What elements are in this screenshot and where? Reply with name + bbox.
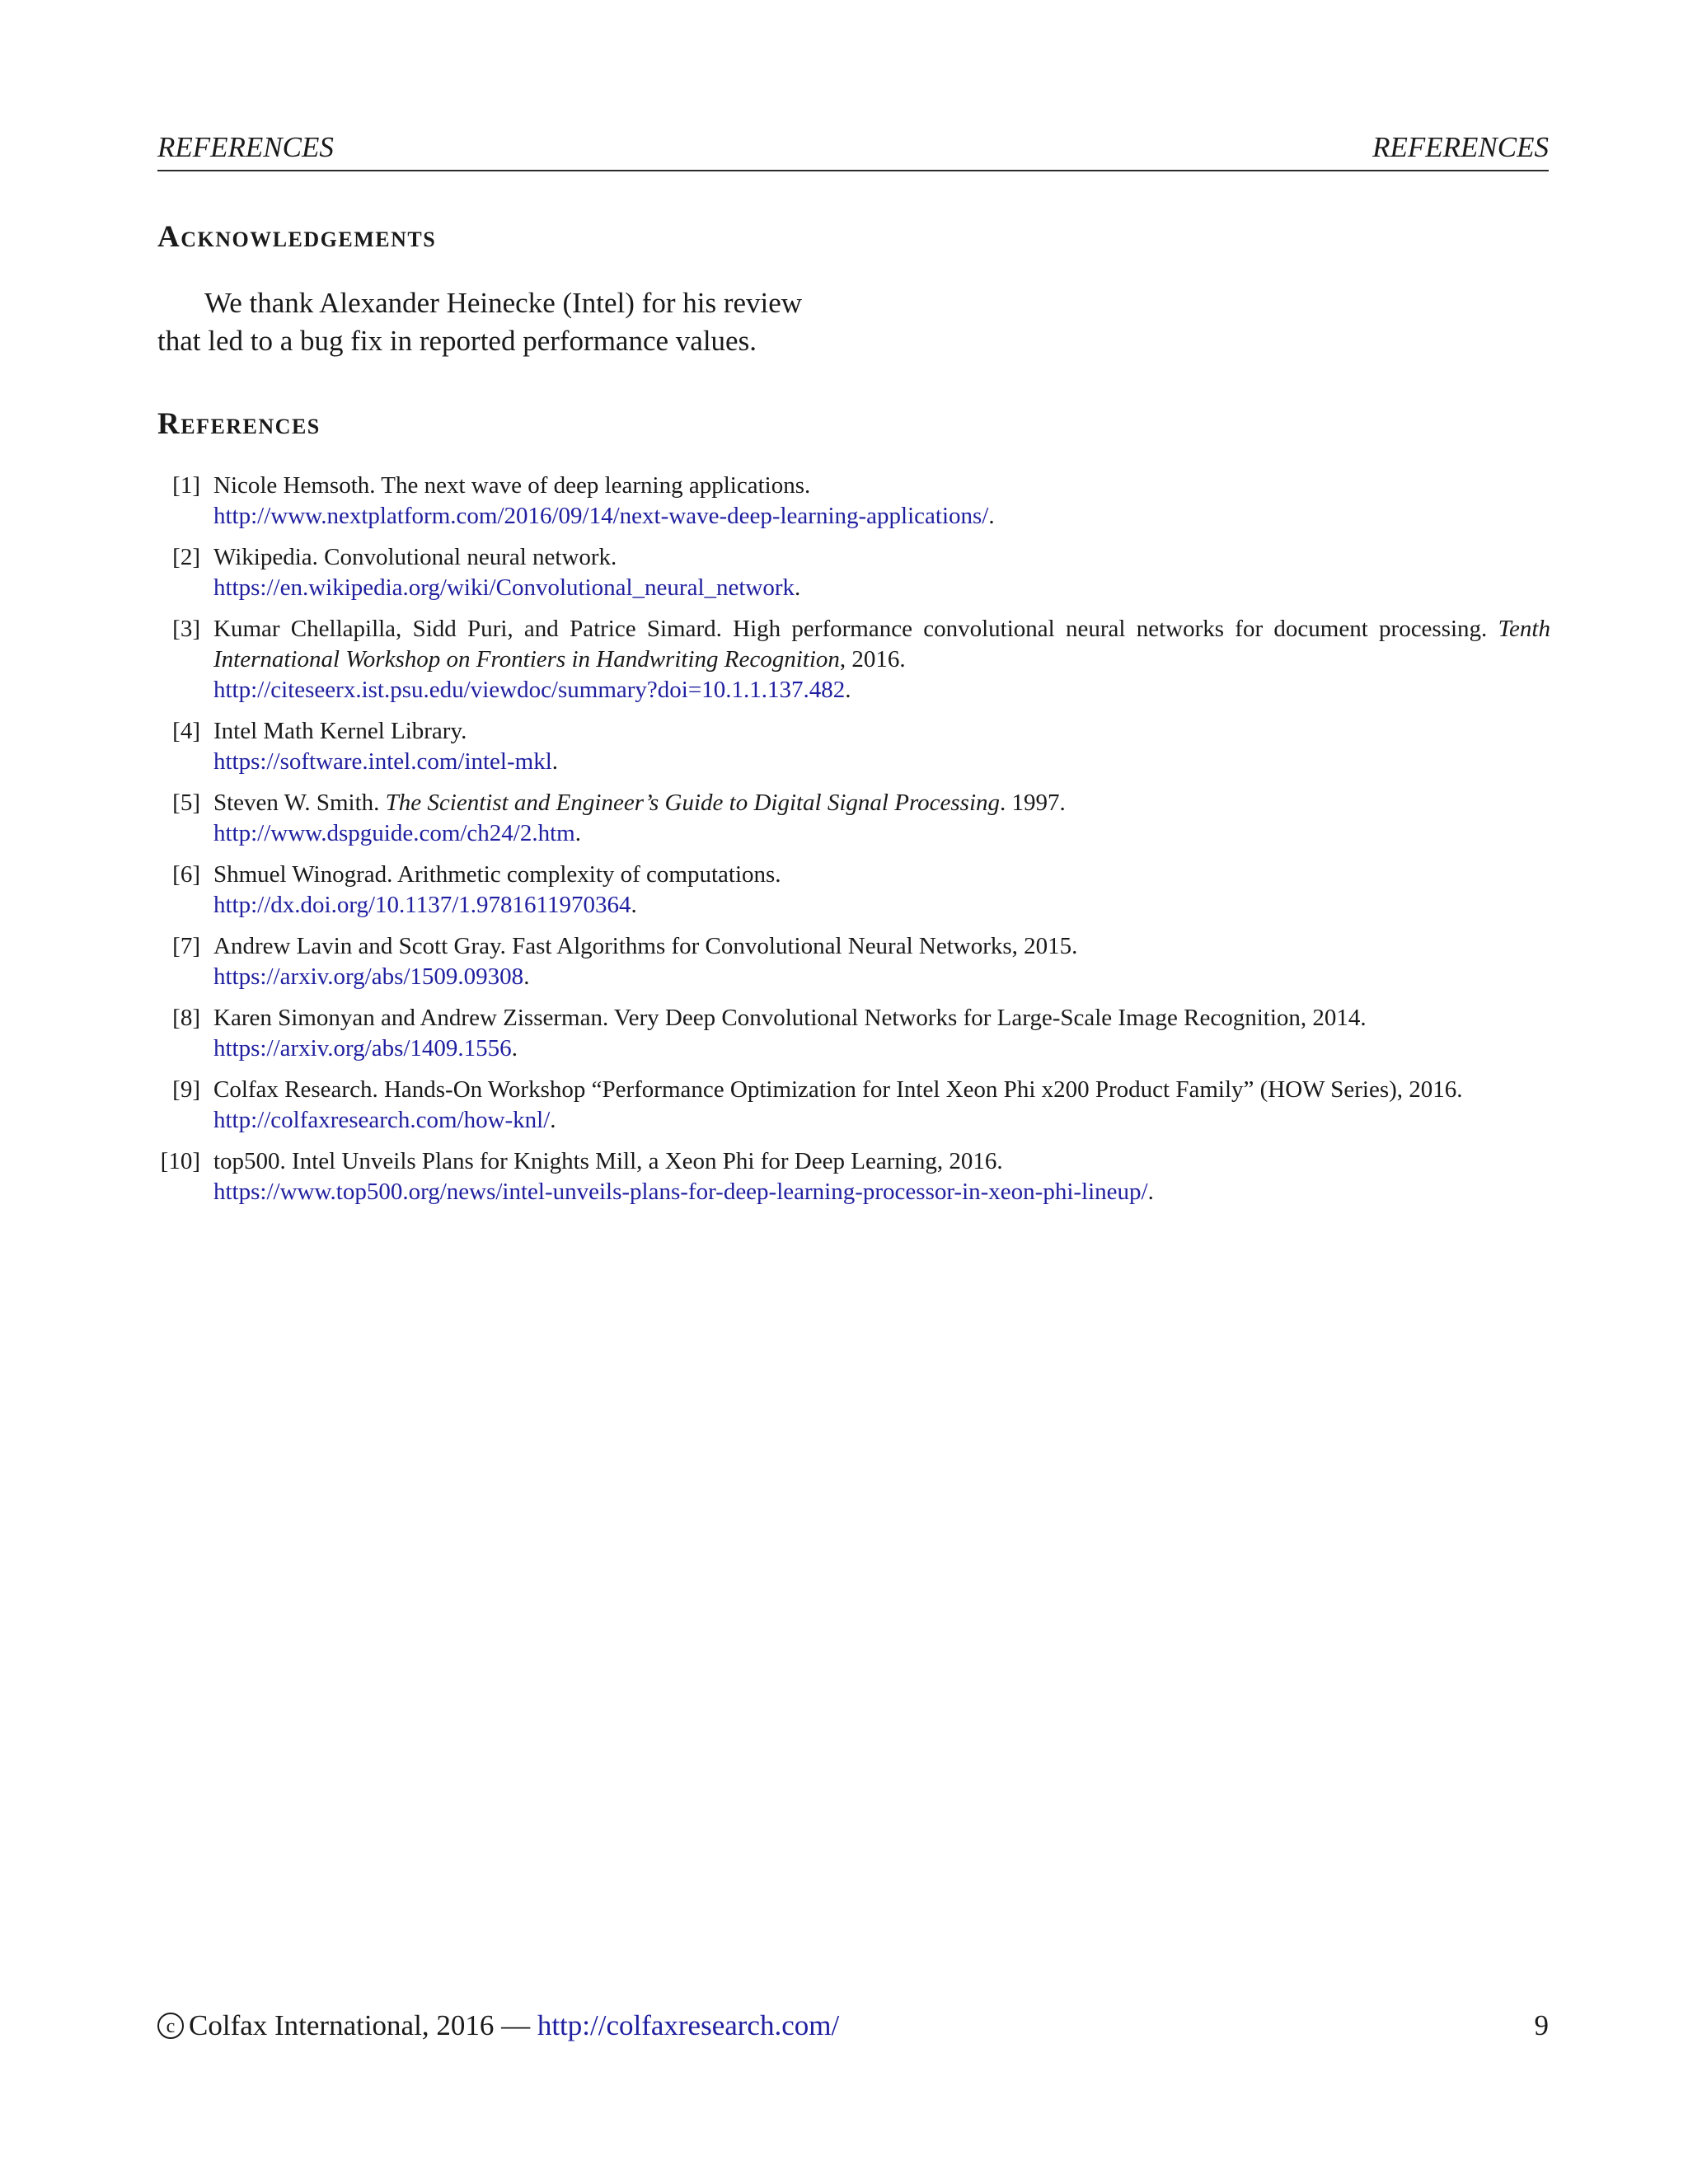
- reference-text: [213, 1003, 1550, 1064]
- running-header-left: REFERENCES: [157, 131, 334, 163]
- reference-citation: Andrew Lavin and Scott Gray. Fast Algorithms for Convolutional Neural Networks, 2015.: [213, 933, 1078, 959]
- reference-entry: [157, 1075, 1550, 1136]
- reference-entry: [157, 542, 1550, 603]
- reference-entry: [157, 931, 1550, 992]
- acknowledgements-paragraph: [157, 284, 883, 360]
- acknowledgements-line-1: We thank Alexander Heinecke (Intel) for his review: [204, 287, 803, 319]
- running-header-right: REFERENCES: [1372, 131, 1549, 163]
- reference-text: [213, 1075, 1550, 1136]
- reference-citation-tail: . 1997.: [1000, 790, 1066, 816]
- reference-entry: [157, 860, 1550, 921]
- reference-citation: Kumar Chellapilla, Sidd Puri, and Patrice Simard. High performance convolutional neural networks for document processing.: [213, 616, 1498, 642]
- reference-end-period: .: [523, 963, 530, 990]
- reference-citation: Shmuel Winograd. Arithmetic complexity of computations.: [213, 861, 781, 888]
- reference-citation-tail: , 2016.: [839, 646, 906, 673]
- reference-link[interactable]: https://arxiv.org/abs/1409.1556: [213, 1035, 512, 1062]
- reference-link[interactable]: http://citeseerx.ist.psu.edu/viewdoc/summary?doi=10.1.1.137.482: [213, 677, 846, 703]
- reference-citation: Colfax Research. Hands-On Workshop “Performance Optimization for Intel Xeon Phi x200 Product Family” (HOW Series), 2016.: [213, 1076, 1463, 1103]
- page-footer: [157, 2008, 1549, 2044]
- reference-citation: Karen Simonyan and Andrew Zisserman. Very Deep Convolutional Networks for Large-Scale Image Recognition, 2014.: [213, 1005, 1367, 1031]
- footer-credit: [157, 2008, 839, 2044]
- reference-number: [2]: [172, 544, 200, 570]
- reference-number: [8]: [172, 1005, 200, 1031]
- reference-number: [1]: [172, 472, 200, 499]
- reference-text: [213, 860, 1550, 921]
- reference-end-period: .: [574, 820, 581, 846]
- reference-number: [3]: [172, 616, 200, 642]
- reference-list: [157, 471, 1550, 1218]
- reference-citation: top500. Intel Unveils Plans for Knights Mill, a Xeon Phi for Deep Learning, 2016.: [213, 1148, 1003, 1174]
- reference-link[interactable]: https://en.wikipedia.org/wiki/Convolutional_neural_network: [213, 574, 795, 601]
- reference-number: [10]: [160, 1148, 200, 1174]
- reference-end-period: .: [795, 574, 801, 601]
- reference-text: [213, 931, 1550, 992]
- reference-text: [213, 788, 1550, 849]
- reference-text: [213, 542, 1550, 603]
- reference-text: [213, 471, 1550, 532]
- reference-number: [7]: [172, 933, 200, 959]
- reference-end-period: .: [988, 503, 995, 529]
- reference-citation: Wikipedia. Convolutional neural network.: [213, 544, 617, 570]
- reference-number: [5]: [172, 790, 200, 816]
- references-heading: References: [157, 407, 321, 441]
- reference-citation: Nicole Hemsoth. The next wave of deep learning applications.: [213, 472, 811, 499]
- reference-link[interactable]: https://software.intel.com/intel-mkl: [213, 748, 552, 775]
- reference-entry: [157, 716, 1550, 777]
- reference-number: [9]: [172, 1076, 200, 1103]
- reference-end-period: .: [550, 1107, 556, 1133]
- acknowledgements-heading: Acknowledgements: [157, 220, 437, 254]
- reference-end-period: .: [551, 748, 559, 775]
- reference-end-period: .: [1147, 1179, 1154, 1205]
- reference-entry: [157, 1146, 1550, 1207]
- reference-entry: [157, 788, 1550, 849]
- reference-text: [213, 1146, 1550, 1207]
- reference-text: [213, 716, 1550, 777]
- acknowledgements-line-2: that led to a bug fix in reported performance values.: [157, 325, 757, 357]
- reference-link[interactable]: http://colfaxresearch.com/how-knl/: [213, 1107, 551, 1133]
- reference-text: [213, 614, 1550, 705]
- reference-entry: [157, 471, 1550, 532]
- reference-link[interactable]: http://www.dspguide.com/ch24/2.htm: [213, 820, 575, 846]
- reference-number: [6]: [172, 861, 200, 888]
- reference-link[interactable]: https://www.top500.org/news/intel-unveils-plans-for-deep-learning-processor-in-xeon-phi-lineup/: [213, 1179, 1148, 1205]
- reference-link[interactable]: http://dx.doi.org/10.1137/1.9781611970364: [213, 892, 631, 918]
- running-header: [157, 130, 1549, 171]
- reference-end-period: .: [511, 1035, 518, 1062]
- page-number: 9: [1534, 2009, 1549, 2041]
- footer-text: Colfax International, 2016 —: [189, 2009, 537, 2041]
- reference-end-period: .: [631, 892, 637, 918]
- copyright-icon: c: [157, 2013, 184, 2039]
- reference-link[interactable]: https://arxiv.org/abs/1509.09308: [213, 963, 524, 990]
- reference-entry: [157, 1003, 1550, 1064]
- footer-link[interactable]: http://colfaxresearch.com/: [537, 2009, 840, 2041]
- reference-entry: [157, 614, 1550, 705]
- reference-number: [4]: [172, 718, 200, 744]
- reference-citation: Intel Math Kernel Library.: [213, 718, 467, 744]
- reference-title: The Scientist and Engineer’s Guide to Digital Signal Processing: [385, 790, 1001, 816]
- reference-end-period: .: [845, 677, 851, 703]
- reference-link[interactable]: http://www.nextplatform.com/2016/09/14/next-wave-deep-learning-applications/: [213, 503, 989, 529]
- reference-title: Tenth International Workshop on Frontiers in Handwriting Recognition: [213, 616, 1550, 673]
- reference-citation: Steven W. Smith.: [213, 790, 386, 816]
